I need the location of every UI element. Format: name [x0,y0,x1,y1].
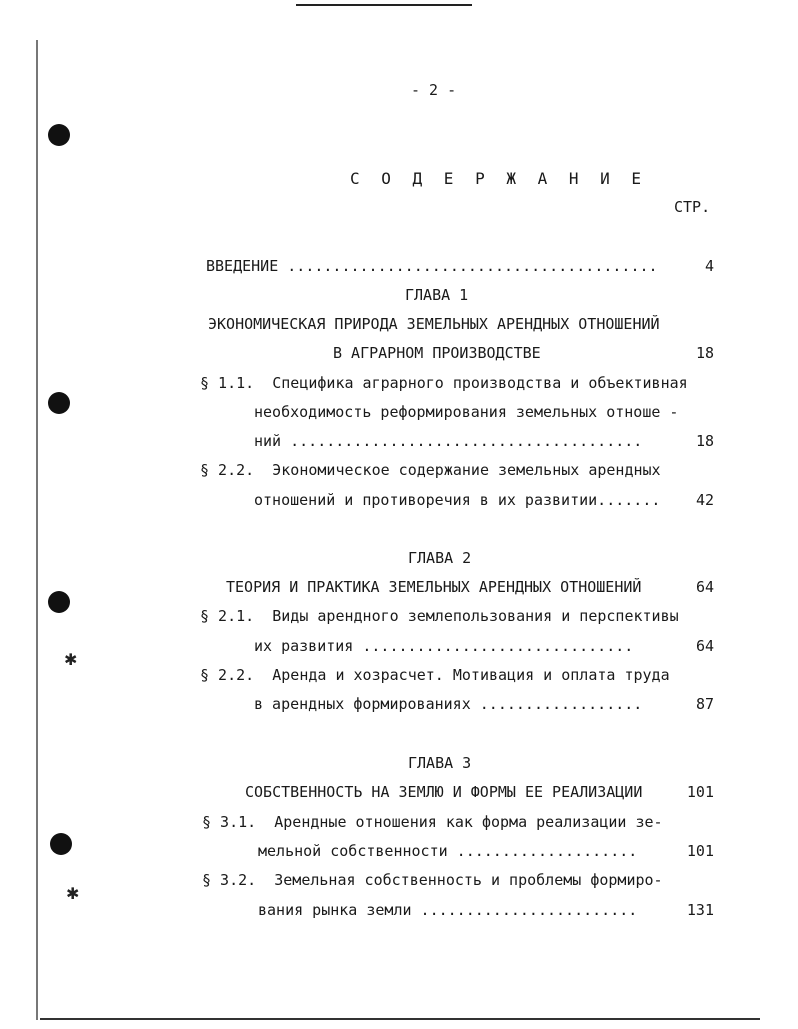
section-entry: § 1.1. Специфика аграрного производства и объективная [200,374,688,392]
section-entry: § 2.1. Виды арендного землепользования и перспективы [200,607,679,625]
toc-page-number: 64 [695,637,714,655]
section-entry: отношений и противоречия в их развитии....... [254,491,661,509]
page-number: - 2 - [411,81,457,99]
section-entry: вания рынка земли ........................ [258,901,638,919]
toc-page-number: 18 [695,432,714,450]
chapter-title: ЭКОНОМИЧЕСКАЯ ПРИРОДА ЗЕМЕЛЬНЫХ АРЕНДНЫХ ОТНОШЕНИЙ [208,315,660,333]
chapter-title: СОБСТВЕННОСТЬ НА ЗЕМЛЮ И ФОРМЫ ЕЕ РЕАЛИЗАЦИИ [245,783,643,801]
punch-hole [48,124,70,146]
page-column-label: СТР. [674,198,711,216]
toc-page-number: 42 [695,491,714,509]
section-entry: мельной собственности .................... [258,842,638,860]
section-entry: необходимость реформирования земельных отноше - [254,403,679,421]
bottom-scan-line [40,1018,760,1020]
section-entry: § 2.2. Экономическое содержание земельных арендных [200,461,661,479]
toc-page-number: 18 [695,344,714,362]
toc-page-number: 64 [695,578,714,596]
top-scan-line [296,4,472,6]
punch-hole [48,392,70,414]
chapter-heading: ГЛАВА 1 [405,286,469,304]
toc-page-number: 4 [704,257,714,275]
section-entry: в арендных формированиях .................. [254,695,643,713]
section-entry: § 3.1. Арендные отношения как форма реализации зе- [202,813,663,831]
punch-hole [50,833,72,855]
toc-entry-label: ВВЕДЕНИЕ [206,257,279,275]
section-entry: ний ....................................... [254,432,643,450]
chapter-title: ТЕОРИЯ И ПРАКТИКА ЗЕМЕЛЬНЫХ АРЕНДНЫХ ОТНОШЕНИЙ [226,578,642,596]
page-title: С О Д Е Р Ж А Н И Е [350,169,648,188]
toc-page-number: 101 [686,783,714,801]
toc-entry-intro [206,259,658,274]
toc-page-number: 87 [695,695,714,713]
toc-leader-dots: ......................................... [278,257,658,275]
scan-mark: ✱ [66,884,80,903]
scan-mark: ✱ [64,650,78,669]
left-scan-edge [36,40,38,1020]
punch-hole [48,591,70,613]
section-entry: § 3.2. Земельная собственность и проблемы формиро- [202,871,663,889]
chapter-title: В АГРАРНОМ ПРОИЗВОДСТВЕ [333,344,541,362]
toc-page-number: 101 [686,842,714,860]
chapter-heading: ГЛАВА 2 [408,549,472,567]
section-entry: их развития .............................. [254,637,634,655]
chapter-heading: ГЛАВА 3 [408,754,472,772]
toc-page-number: 131 [686,901,714,919]
section-entry: § 2.2. Аренда и хозрасчет. Мотивация и оплата труда [200,666,670,684]
